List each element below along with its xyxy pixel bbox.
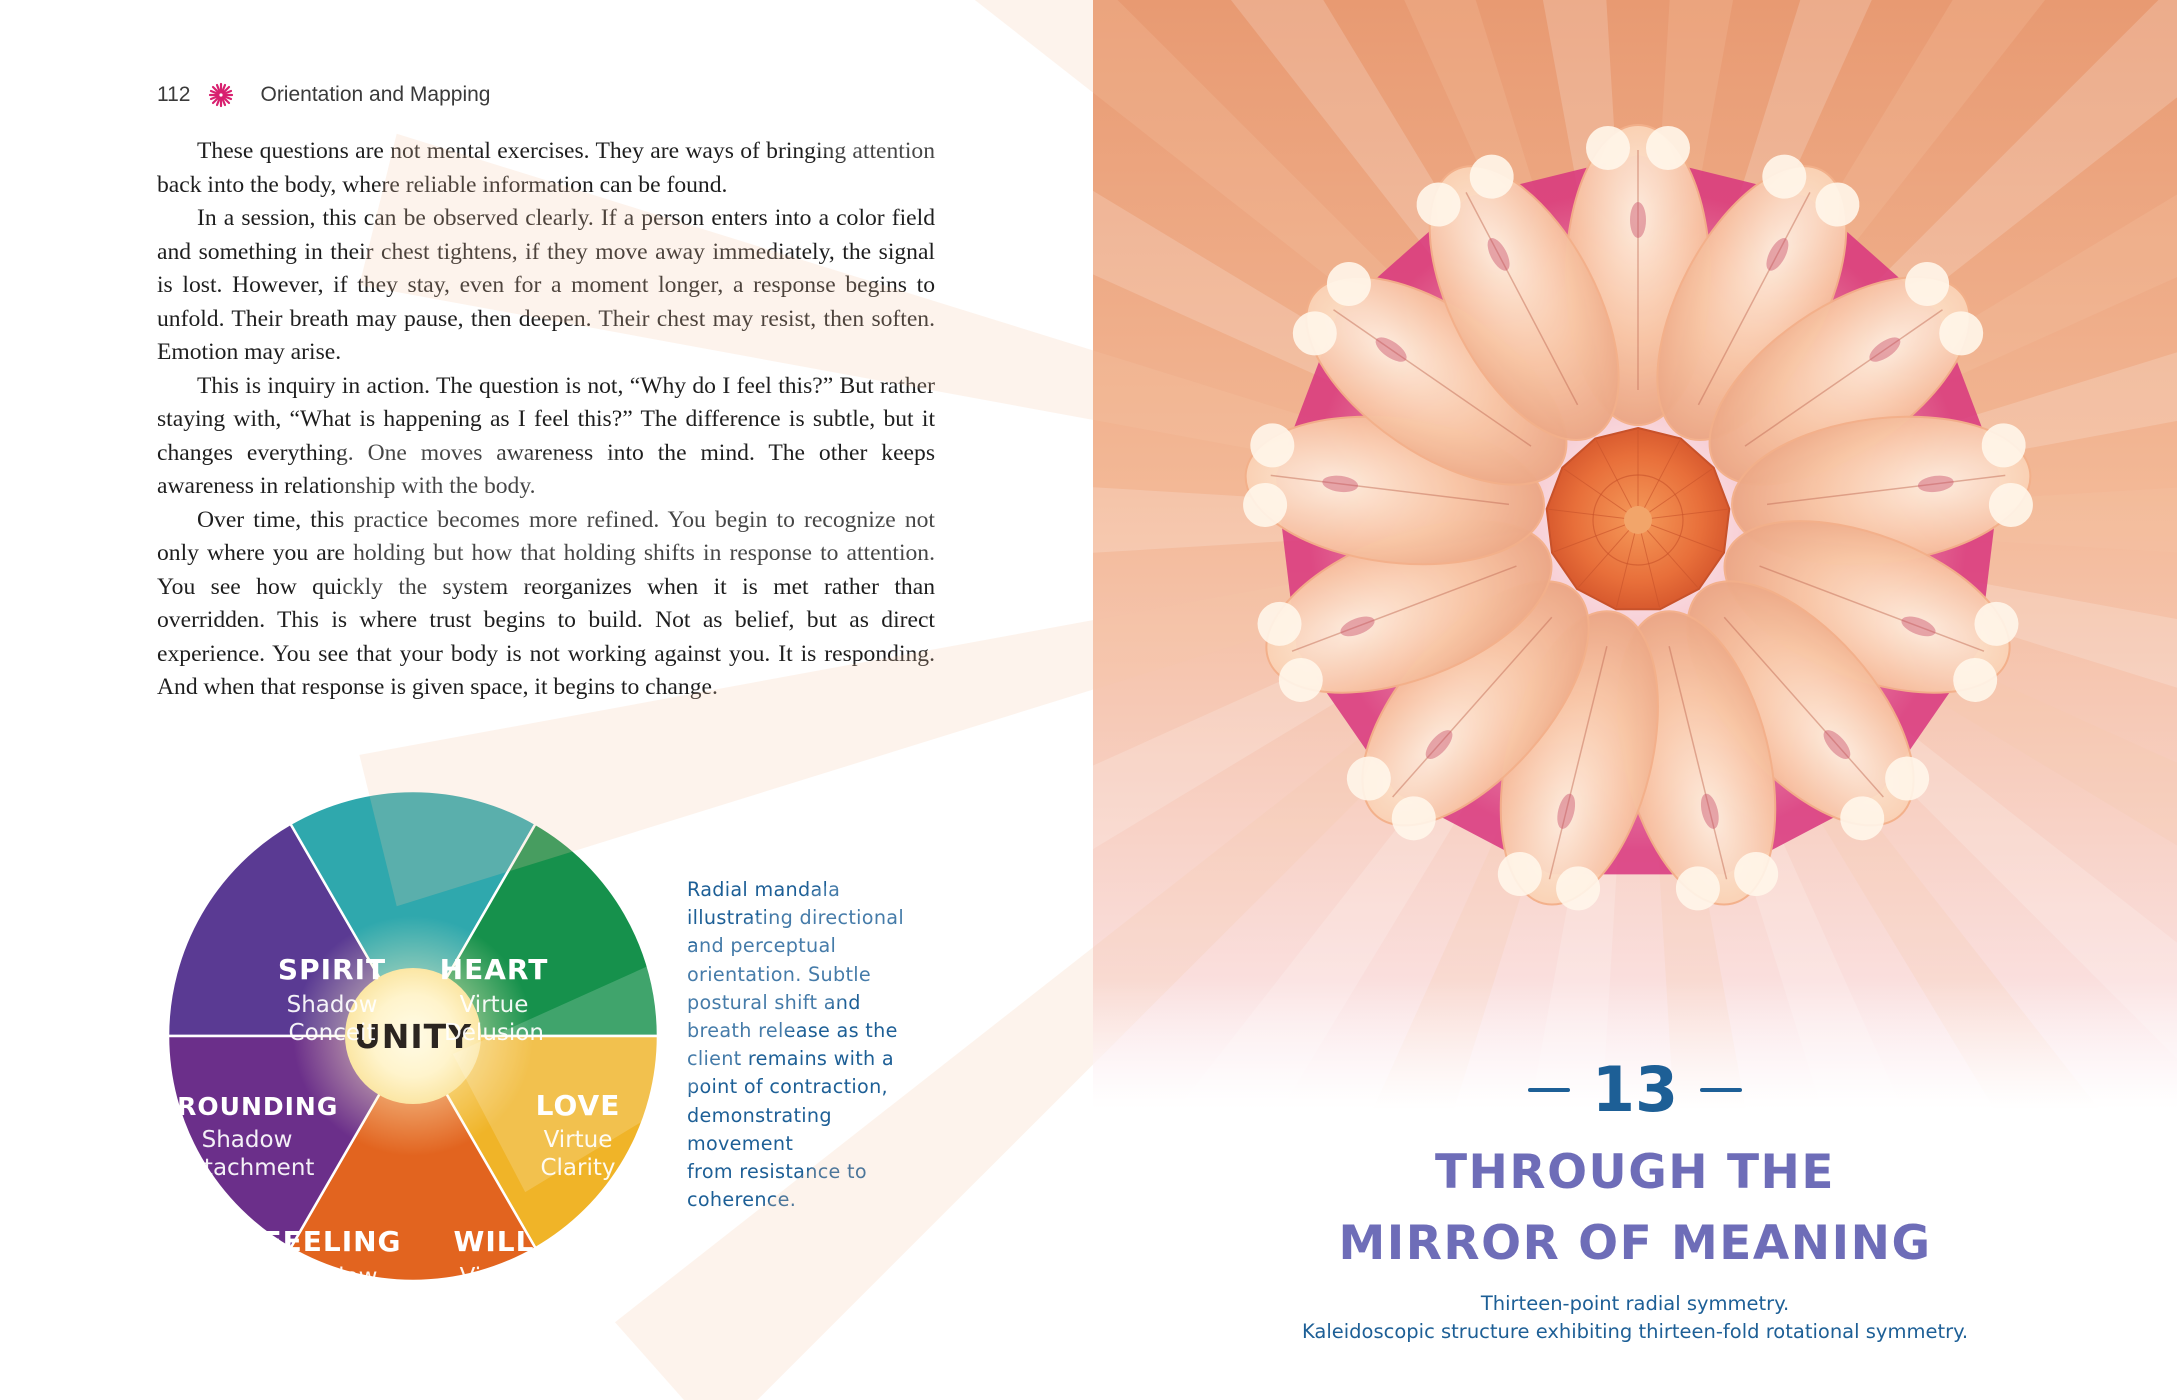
segment-grounding-line1: Shadow	[201, 1127, 293, 1153]
chapter-title-line2: MIRROR OF MEANING	[1338, 1216, 1932, 1271]
segment-love-line2: Clarity	[540, 1155, 616, 1181]
caption-line: orientation. Subtle	[687, 962, 872, 986]
chapter-title	[1093, 1137, 2177, 1279]
paragraph: In a session, this can be observed clearly. If a person enters into a color field and something in their chest tightens, if they move away immediately, the signal is lost. However, if they stay, even for a moment longer, a response begins to unfold. Their breath may pause, then deepen. Their chest may resist, then soften. Emotion may arise.	[157, 205, 935, 365]
segment-will-title: WILL	[453, 1225, 535, 1258]
caption-line: from resistance to	[687, 1160, 867, 1184]
page-number: 112	[157, 83, 191, 106]
right-dash-ornament	[1700, 1088, 1742, 1092]
caption-line: and perceptual	[687, 934, 837, 958]
caption-line: Radial mandala	[687, 878, 841, 901]
segment-feeling-line2: Flow	[305, 1292, 359, 1318]
section-title: Orientation and Mapping	[260, 83, 491, 106]
segment-spirit-line2: Conceit	[288, 1020, 376, 1046]
chapter-title-line1: THROUGH THE	[1435, 1145, 1835, 1200]
caption-line: breath release as the	[687, 1019, 898, 1043]
segment-will-line1: Virtue	[459, 1264, 529, 1290]
right-page	[1093, 0, 2177, 1400]
caption-line: illustrating directional	[687, 906, 904, 930]
segment-feeling-line1: Shadow	[286, 1264, 378, 1290]
chapter-subtitle	[1093, 1290, 2177, 1346]
chapter-number	[1093, 1050, 2177, 1130]
caption-line: postural shift and	[687, 990, 861, 1014]
segment-will-line2: Clarity	[456, 1292, 532, 1318]
wheel-center-label: UNITY	[353, 1017, 473, 1056]
segment-grounding-line2: Attachment	[179, 1155, 315, 1181]
segment-love-line1: Virtue	[543, 1127, 613, 1153]
caption-line: point of contraction,	[687, 1075, 888, 1099]
chapter-subtitle-line2: Kaleidoscopic structure exhibiting thirteen-fold rotational symmetry.	[1301, 1320, 1969, 1343]
caption-line: demonstrating movement	[687, 1103, 832, 1155]
segment-love-title: LOVE	[535, 1089, 621, 1122]
flower-ornament-icon	[208, 82, 234, 108]
caption-line: coherence.	[687, 1188, 797, 1212]
segment-spirit-line1: Shadow	[286, 992, 378, 1018]
left-dash-ornament	[1528, 1088, 1570, 1092]
segment-heart-line1: Virtue	[459, 992, 529, 1018]
paragraph: This is inquiry in action. The question is not, “Why do I feel this?” But rather staying with, “What is happening as I feel this?” The difference is subtle, but it changes everything. One moves awareness into the mind. The other keeps awareness in relationship with the body.	[157, 372, 935, 499]
chapter-number-text: 13	[1591, 1053, 1679, 1126]
paragraph: Over time, this practice becomes more refined. You begin to recognize not only where you are holding but how that holding shifts in response to attention. You see how quickly the system reorganizes when it is met rather than overridden. This is where trust begins to build. Not as belief, but as direct experience. You see that your body is not working against you. It is responding. And when that response is given space, it begins to change.	[157, 506, 935, 700]
chapter-subtitle-line1: Thirteen-point radial symmetry.	[1480, 1292, 1790, 1315]
segment-feeling-title: FEELING	[262, 1225, 402, 1258]
running-header	[157, 80, 490, 110]
segment-spirit-title: SPIRIT	[277, 953, 387, 986]
segment-heart-title: HEART	[439, 953, 549, 986]
segment-heart-line2: Delusion	[444, 1020, 544, 1046]
caption-line: client remains with a	[687, 1047, 894, 1071]
paragraph: These questions are not mental exercises. They are ways of bringing attention back into the body, where reliable information can be found.	[157, 138, 935, 198]
segment-grounding-title: GROUNDING	[155, 1092, 339, 1121]
